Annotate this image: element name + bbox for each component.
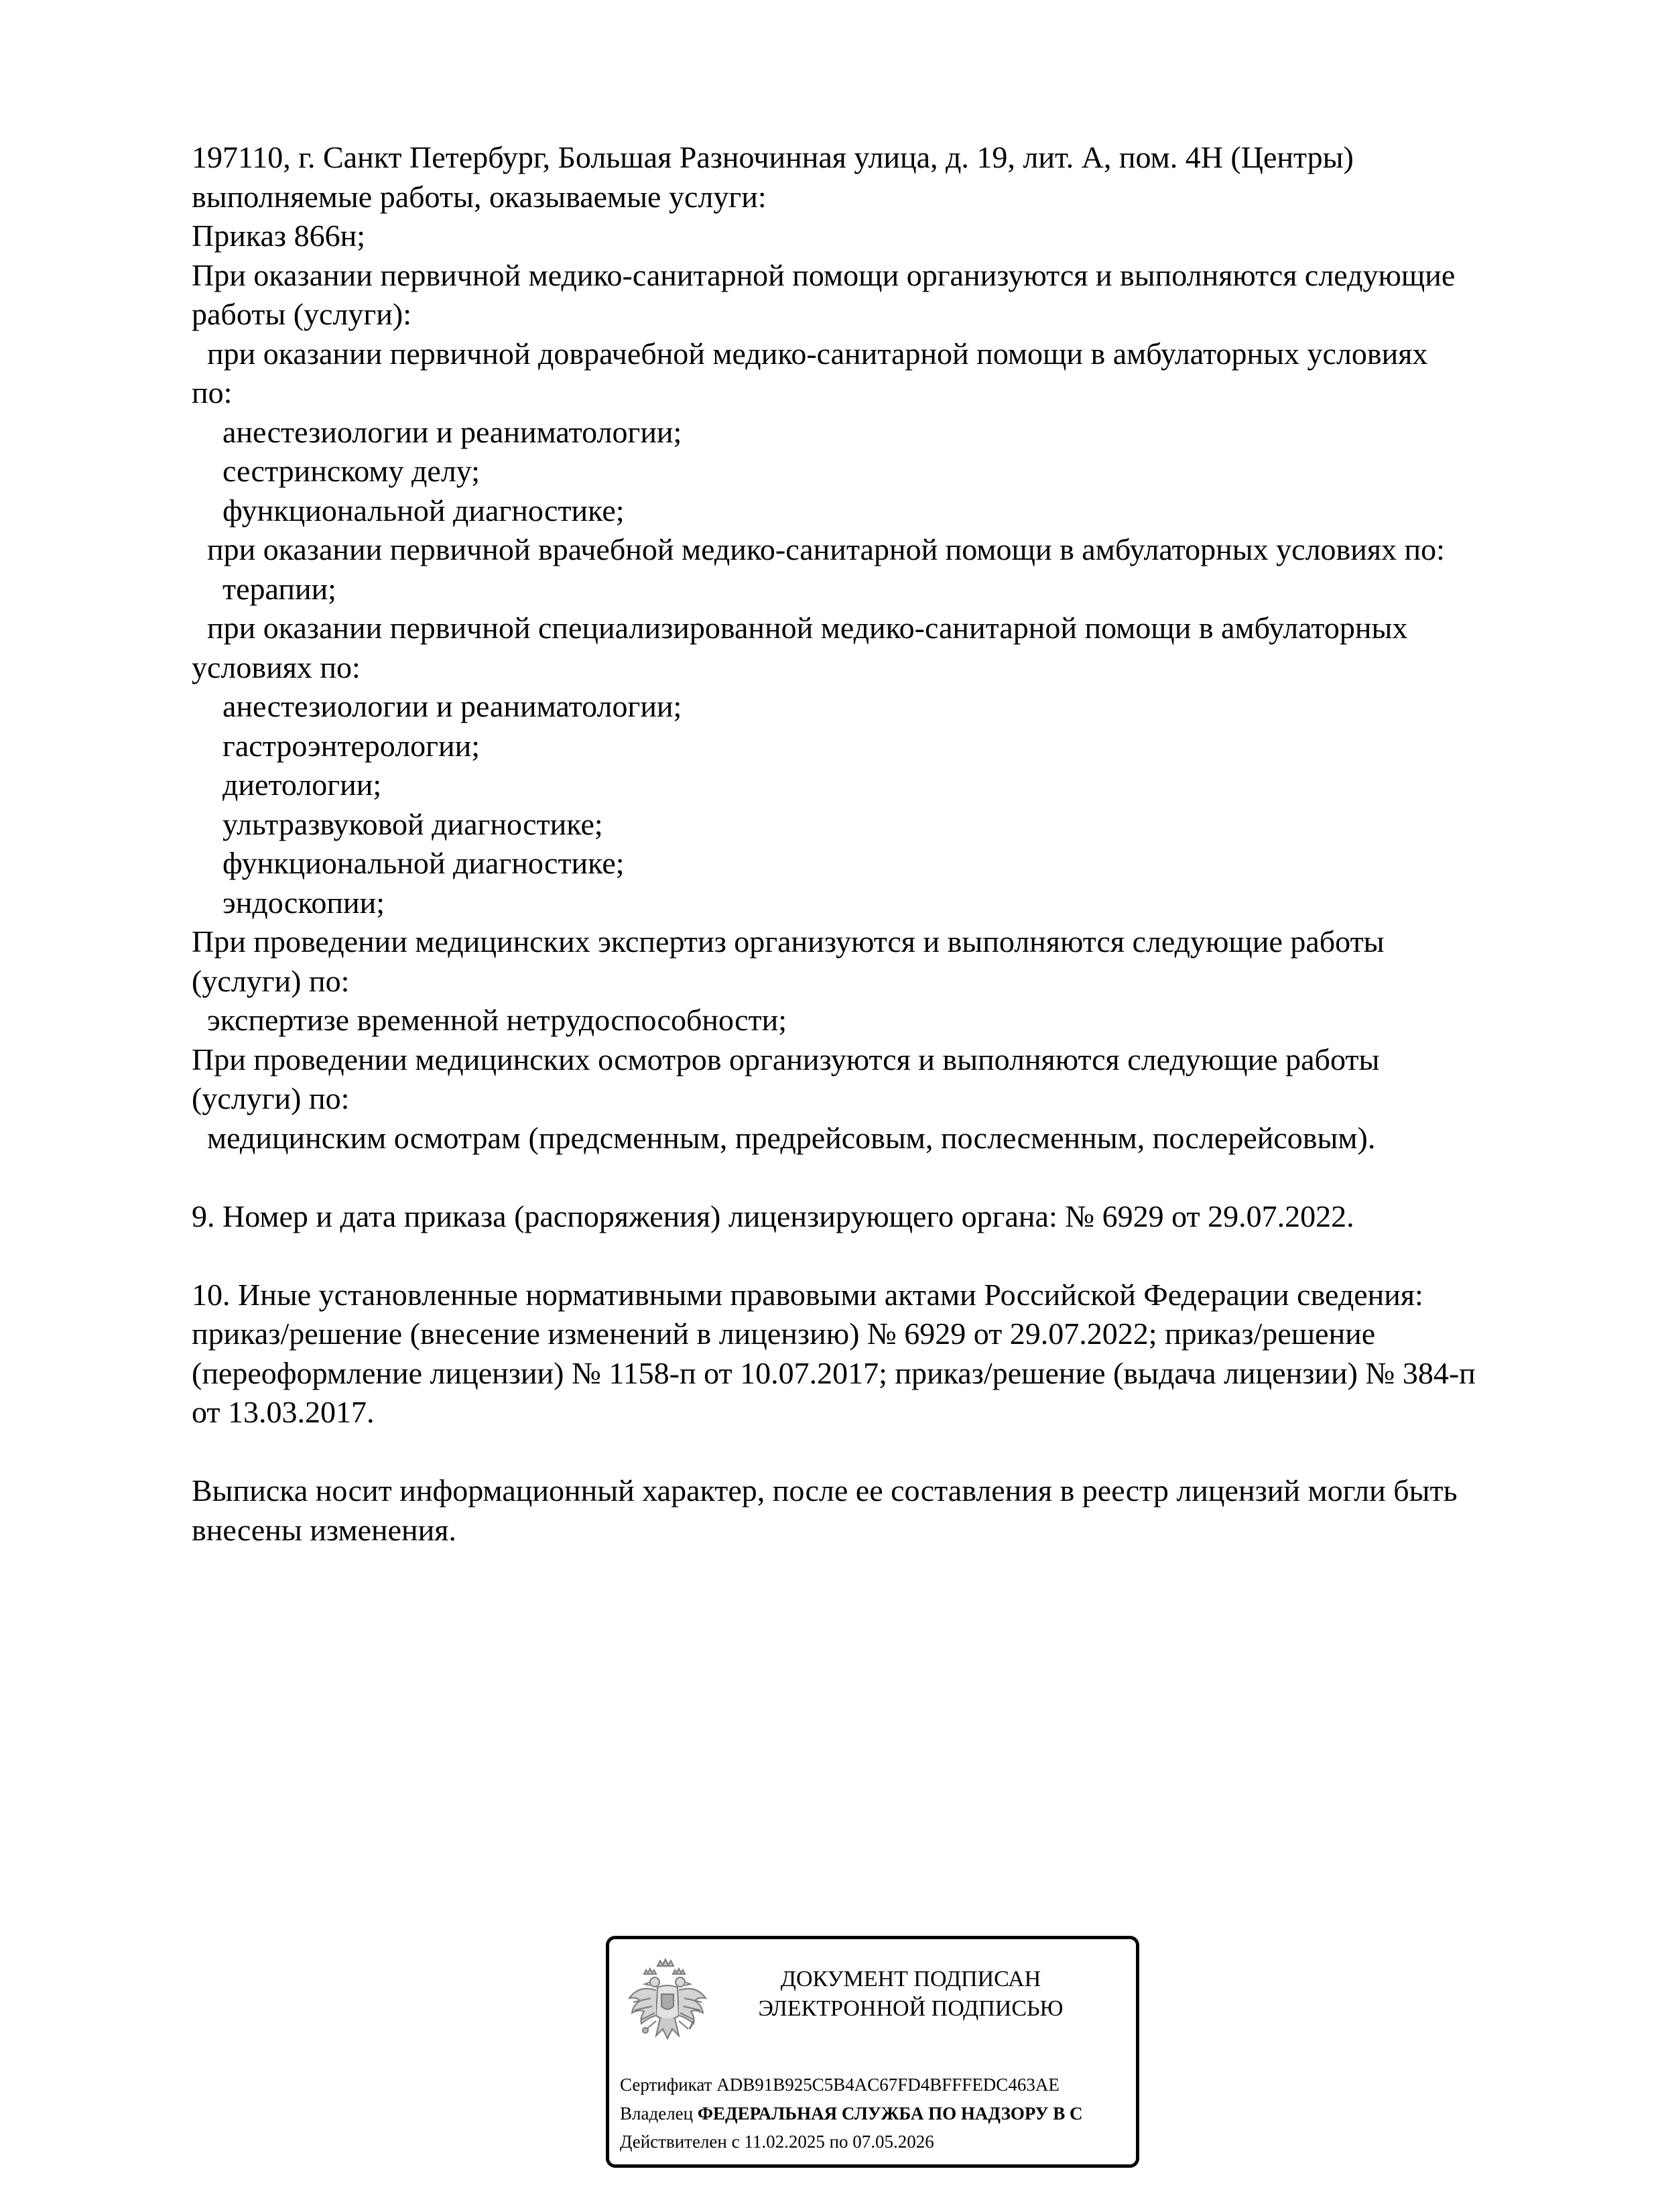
text-line: (услуги) по:: [192, 963, 350, 998]
text-line: При проведении медицинских экспертиз организуются и выполняются следующие работы: [192, 924, 1385, 959]
text-line: 197110, г. Санкт Петербург, Большая Разночинная улица, д. 19, лит. А, пом. 4Н (Центры): [192, 140, 1354, 174]
blank-line: [192, 1432, 1572, 1472]
text-line: экспертизе временной нетрудоспособности;: [192, 1003, 787, 1037]
text-line: диетологии;: [192, 767, 382, 802]
text-line: Приказ 866н;: [192, 219, 365, 253]
certificate-label: Сертификат: [620, 2075, 712, 2095]
validity-row: Действителен с 11.02.2025 по 07.05.2026: [620, 2132, 934, 2152]
text-line: при оказании первичной врачебной медико-санитарной помощи в амбулаторных условиях по:: [192, 532, 1445, 566]
text-line: внесены изменения.: [192, 1512, 456, 1547]
certificate-row: [620, 2073, 1060, 2096]
text-line: работы (услуги):: [192, 297, 411, 331]
license-order-line: 9. Номер и дата приказа (распоряжения) лицензирующего органа: № 6929 от 29.07.2022.: [192, 1199, 1354, 1233]
text-line: по:: [192, 375, 233, 410]
blank-line: [192, 1236, 1572, 1276]
document-body: [192, 138, 1572, 1550]
blank-line: [192, 1158, 1572, 1197]
owner-label: Владелец: [620, 2103, 694, 2124]
stamp-title-line: ЭЛЕКТРОННОЙ ПОДПИСЬЮ: [758, 1996, 1064, 2021]
text-line: 10. Иные установленные нормативными правовыми актами Российской Федерации сведения:: [192, 1277, 1423, 1312]
text-line: при оказании первичной доврачебной медико-санитарной помощи в амбулаторных условиях: [192, 336, 1428, 371]
text-line: ультразвуковой диагностике;: [192, 806, 603, 841]
text-line: приказ/решение (внесение изменений в лицензию) № 6929 от 29.07.2022; приказ/решение: [192, 1316, 1376, 1351]
stamp-title-line: ДОКУМЕНТ ПОДПИСАН: [780, 1967, 1041, 1991]
text-line: при оказании первичной специализированной медико-санитарной помощи в амбулаторных: [192, 611, 1408, 645]
text-line: При оказании первичной медико-санитарной помощи организуются и выполняются следующие: [192, 257, 1456, 292]
text-line: Выписка носит информационный характер, после ее составления в реестр лицензий могли быть: [192, 1473, 1458, 1508]
text-line: сестринскому делу;: [192, 454, 480, 488]
text-line: (услуги) по:: [192, 1081, 350, 1115]
text-line: функциональной диагностике;: [192, 493, 625, 528]
text-line: эндоскопии;: [192, 885, 385, 920]
text-line: (переоформление лицензии) № 1158-п от 10.07.2017; приказ/решение (выдача лицензии) № 384-п: [192, 1355, 1476, 1390]
certificate-value: ADB91B925C5B4AC67FD4BFFFEDC463AE: [716, 2075, 1060, 2095]
text-line: от 13.03.2017.: [192, 1395, 375, 1429]
text-line: выполняемые работы, оказываемые услуги:: [192, 179, 767, 214]
text-line: функциональной диагностике;: [192, 846, 625, 880]
electronic-signature-stamp: [606, 1936, 1139, 2168]
stamp-title: [723, 1965, 1098, 2024]
text-line: анестезиологии и реаниматологии;: [192, 689, 682, 723]
text-line: терапии;: [192, 571, 336, 606]
owner-value: ФЕДЕРАЛЬНАЯ СЛУЖБА ПО НАДЗОРУ В С: [697, 2103, 1083, 2124]
text-line: анестезиологии и реаниматологии;: [192, 414, 682, 449]
double-headed-eagle-icon: [624, 1954, 711, 2048]
owner-row: [620, 2102, 1083, 2125]
text-line: гастроэнтерологии;: [192, 728, 481, 763]
text-line: медицинским осмотрам (предсменным, предрейсовым, послесменным, послерейсовым).: [192, 1120, 1376, 1155]
text-line: условиях по:: [192, 650, 361, 684]
text-line: При проведении медицинских осмотров организуются и выполняются следующие работы: [192, 1042, 1380, 1077]
